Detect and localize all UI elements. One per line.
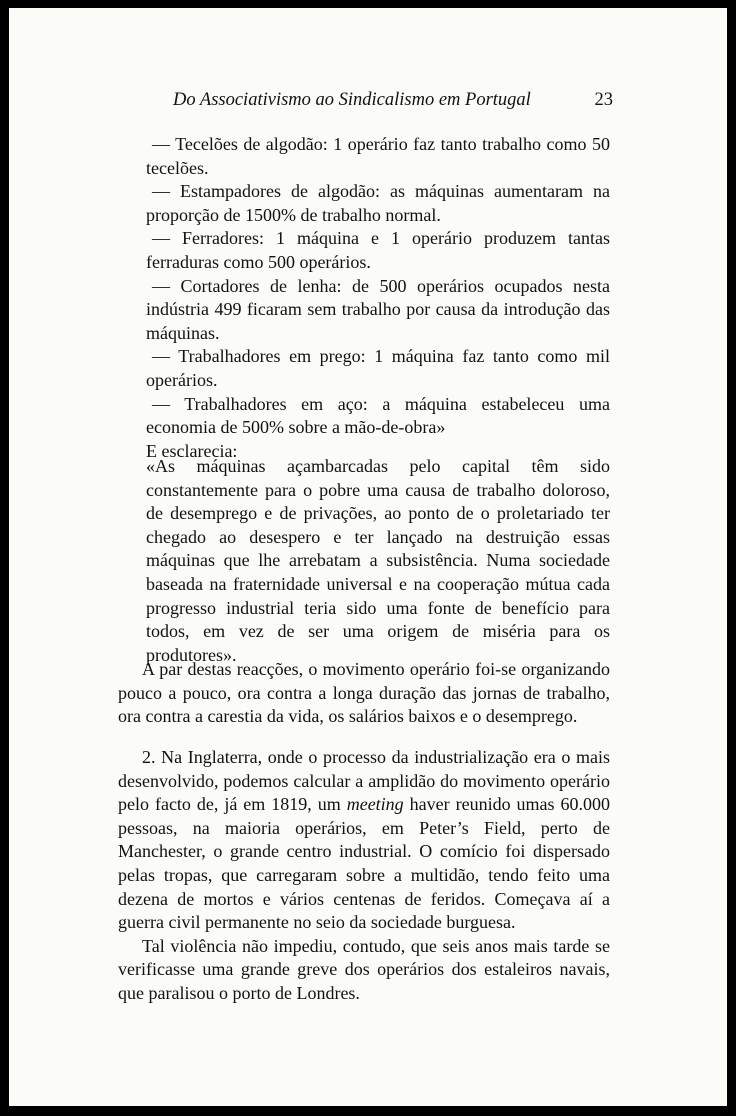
paragraph-text: Tal violência não impediu, contudo, que seis anos mais tarde se verificasse uma grande greve dos operários dos estaleiros navais, que paralisou o porto de Londres. — [118, 935, 610, 1003]
section-2-paragraph — [118, 746, 610, 935]
page-number: 23 — [594, 90, 613, 110]
paragraph-text: A par destas reacções, o movimento operário foi-se organizando pouco a pouco, ora contra a longa duração das jornas de trabalho, ora contra a carestia da vida, os salários baixos e o desemprego. — [118, 659, 610, 727]
body-section — [118, 746, 610, 1006]
body-paragraph — [118, 658, 610, 729]
statistics-list — [146, 133, 610, 463]
quote-text: «As máquinas açambarcadas pelo capital têm sido constantemente para o pobre uma causa de trabalho doloroso, de desemprego e de privações, ao ponto de o proletariado ter chegado ao desespero e ter lançado na destruição essas máquinas que lhe arrebatam a subsistência. Numa sociedade baseada na fraternidade universal e na cooperação mútua cada progresso industrial teria sido uma fonte de benefício para todos, em vez de ser uma origem de miséria para os produtores». — [146, 456, 610, 665]
book-page — [9, 8, 727, 1106]
italic-term: meeting — [346, 794, 404, 815]
page-header — [173, 90, 613, 116]
block-quote — [146, 455, 610, 667]
list-item: — Cortadores de lenha: de 500 operários ocupados nesta indústria 499 ficaram sem trabalho por causa da introdução das máquinas. — [146, 275, 610, 343]
list-item: — Trabalhadores em prego: 1 máquina faz tanto como mil operários. — [146, 346, 610, 390]
paragraph-text-part: 2. Na Inglaterra, onde o processo da industrialização era o mais desenvolvido, podemos calcular a amplidão do movimento operário pelo facto de, já em 1819, um — [118, 747, 610, 815]
list-item: — Estampadores de algodão: as máquinas aumentaram na proporção de 1500% de trabalho normal. — [146, 181, 610, 225]
list-item: — Tecelões de algodão: 1 operário faz tanto trabalho como 50 tecelões. — [146, 134, 610, 178]
paragraph-text-part: haver reunido umas 60.000 pessoas, na maioria operários, em Peter’s Field, perto de Manchester, o grande centro industrial. O comício foi dispersado pelas tropas, que carregaram sobre a multidão, tendo feito uma dezena de mortos e vários centenas de feridos. Começava aí a guerra civil permanente no seio da sociedade burguesa. — [118, 794, 611, 933]
list-item: — Trabalhadores em aço: a máquina estabeleceu uma economia de 500% sobre a mão-de-obra» — [146, 393, 610, 438]
list-item: — Ferradores: 1 máquina e 1 operário produzem tantas ferraduras como 500 operários. — [146, 228, 610, 272]
clarifies-line: E esclarecia: — [146, 440, 238, 461]
running-title: Do Associativismo ao Sindicalismo em Portugal — [173, 90, 531, 110]
